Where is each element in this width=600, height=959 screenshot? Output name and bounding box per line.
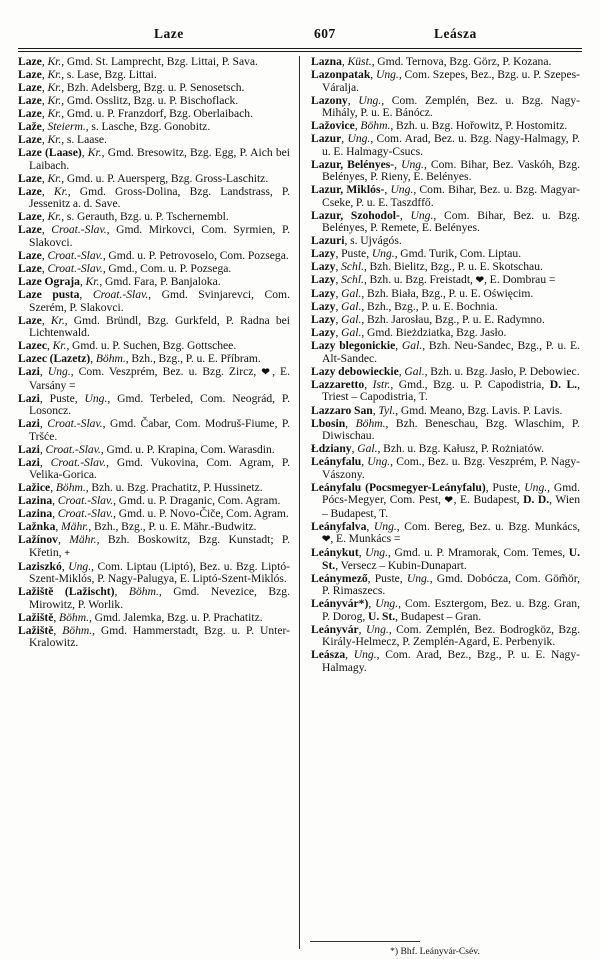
dictionary-entry: Laze (Laase), Kr., Gmd. Bresowitz, Bzg. Egg, P. Aich bei Laibach.	[18, 146, 290, 172]
header-left-word: Laze	[154, 26, 184, 41]
dictionary-entry: Lazec (Lazetz), Böhm., Bzh., Bzg., P. u. E. Příbram.	[18, 352, 261, 366]
dictionary-entry: Laze, Croat.-Slav., Gmd., Com. u. P. Pozsega.	[18, 261, 232, 275]
dictionary-entry: Lažiště, Böhm., Gmd. Hammerstadt, Bzg. u. P. Unter-Kralowitz.	[18, 623, 290, 650]
dictionary-entry: Lazy, Schl., Bzh. Bielitz, Bzg., P. u. E. Skotschau.	[311, 260, 543, 274]
dictionary-entry: Lazi, Croat.-Slav., Gmd. Vukovina, Com. Agram, P. Velika-Gorica.	[18, 455, 290, 482]
dictionary-entry: Lažiště (Lažischt), Böhm., Gmd. Nevezice, Bzg. Mirowitz, P. Worlik.	[18, 585, 290, 611]
dictionary-entry: Laže, Steierm., s. Lasche, Bzg. Gonobitz.	[18, 120, 211, 134]
dictionary-entry: Laze, Kr., Gmd. Bründl, Bzg. Gurkfeld, P. Radna bei Lichtenwald.	[18, 313, 290, 340]
header-rule-thick	[18, 48, 582, 49]
dictionary-entry: Leánykut, Ung., Gmd. u. P. Mramorak, Com. Temes, U. St., Versecz – Kubin-Dunapart.	[311, 546, 580, 572]
dictionary-entry: Leányvár*), Ung., Com. Esztergom, Bez. u. Bzg. Gran, P. Dorog, U. St., Budapest – Gran.	[311, 597, 580, 623]
dictionary-entry: Lažínov, Mähr., Bzh. Boskowitz, Bzg. Kunstadt; P. Křetin, +	[18, 533, 290, 559]
footnote: *) Bhf. Leányvár-Csév.	[390, 946, 480, 957]
dictionary-entry: Laze pusta, Croat.-Slav., Gmd. Svinjarevci, Com. Szerém, P. Slakovci.	[18, 288, 290, 314]
dictionary-entry: Laze, Kr., s. Laase.	[18, 133, 107, 147]
dictionary-entry: Laze, Kr., s. Lase, Bzg. Littai.	[18, 68, 157, 82]
dictionary-entry: Laze, Kr., Gmd. Gross-Dolina, Bzg. Landstrass, P. Jessenitz a. d. Save.	[18, 184, 290, 211]
dictionary-entry: Lazur, Ung., Com. Arad, Bez. u. Bzg. Nagy-Halmagy, P. u. E. Halmagy-Csucs.	[311, 132, 580, 158]
dictionary-entry: Lazonpatak, Ung., Com. Szepes, Bez., Bzg. u. P. Szepes-Váralja.	[311, 68, 580, 94]
dictionary-entry: Lazzaro San, Tyl., Gmd. Meano, Bzg. Lavis. P. Lavis.	[311, 403, 563, 417]
header-rule-thin	[18, 51, 582, 52]
dictionary-entry: Lazy, Puste, Ung., Gmd. Turik, Com. Liptau.	[311, 247, 522, 261]
dictionary-entry: Lazy, Gal., Gmd. Bieżdziatka, Bzg. Jasło.	[311, 326, 507, 340]
dictionary-entry: Lažiště, Böhm., Gmd. Jalemka, Bzg. u. P. Prachatitz.	[18, 610, 263, 624]
dictionary-entry: Laze, Kr., s. Gerauth, Bzg. u. P. Tschernembl.	[18, 210, 229, 224]
dictionary-entry: Lazy, Gal., Bzh. Biała, Bzg., P. u. E. Oświęcim.	[311, 287, 534, 301]
dictionary-entry: Lazy, Gal., Bzh. Jarosłau, Bzg., P. u. E. Radymno.	[311, 313, 545, 327]
footnote-rule	[310, 941, 420, 942]
dictionary-entry: Leányfalva, Ung., Com. Bereg, Bez. u. Bzg. Munkács, ❤, E. Munkács =	[311, 519, 580, 546]
dictionary-entry: Lbosin, Böhm., Bzh. Beneschau, Bzg. Wlaschim, P. Diwischau.	[311, 416, 580, 443]
dictionary-entry: Lazzaretto, Istr., Gmd., Bzg. u. P. Capodistria, D. L., Triest – Capodistria, T.	[311, 378, 580, 404]
dictionary-entry: Lazy, Gal., Bzh., Bzg., P. u. E. Bochnia.	[311, 300, 498, 314]
dictionary-entry: Laze, Kr., Bzh. Adelsberg, Bzg. u. P. Senosetsch.	[18, 81, 245, 95]
dictionary-entry: Lazi, Ung., Com. Veszprém, Bez. u. Bzg. Zircz, ❤, E. Varsány =	[18, 365, 291, 392]
dictionary-entry: Leásza, Ung., Com. Arad, Bez., Bzg., P. u. E. Nagy-Halmagy.	[311, 648, 580, 674]
dictionary-entry: Leányvár, Ung., Com. Zemplén, Bez. Bodrogköz, Bzg. Király-Helmecz, P. Zemplén-Agard, E. Perbenyik.	[311, 622, 580, 649]
dictionary-entry: Lazony, Ung., Com. Zemplén, Bez. u. Bzg. Nagy-Mihály, P. u. E. Bánócz.	[311, 93, 580, 119]
dictionary-entry: Lazina, Croat.-Slav., Gmd. u. P. Draganic, Com. Agram.	[18, 494, 281, 508]
text-columns	[18, 56, 582, 949]
dictionary-entry: Lazi, Puste, Ung., Gmd. Terbeled, Com. Neográd, P. Losoncz.	[18, 391, 290, 418]
dictionary-entry: Lazy blegonickie, Gal., Bzh. Neu-Sandec, Bzg., P. u. E. Alt-Sandec.	[311, 339, 580, 365]
dictionary-entry: Leánymező, Puste, Ung., Gmd. Dobócza, Com. Göm̃ör, P. Rimaszecs.	[311, 571, 580, 598]
left-column	[18, 56, 299, 949]
dictionary-entry: Leányfalu (Pocsmegyer-Leányfalu), Puste, Ung., Gmd. Pócs-Megyer, Com. Pest, ❤, E. Budapest, D. D., Wien – Budapest, T.	[311, 480, 580, 520]
dictionary-entry: Lazec, Kr., Gmd. u. P. Suchen, Bzg. Gottschee.	[18, 339, 237, 353]
dictionary-entry: Lazi, Croat.-Slav., Gmd. Čabar, Com. Modruš-Fiume, P. Tršće.	[18, 417, 290, 443]
page-number: 607	[314, 26, 336, 41]
dictionary-entry: Lažovice, Böhm., Bzh. u. Bzg. Hořowitz, P. Hostomitz.	[311, 119, 568, 133]
dictionary-entry: Laze Ograja, Kr., Gmd. Fara, P. Banjaloka.	[18, 275, 221, 289]
dictionary-entry: Leányfalu, Ung., Com., Bez. u. Bzg. Veszprém, P. Nagy-Vászony.	[311, 455, 580, 481]
right-column	[299, 56, 580, 949]
page-header	[24, 26, 576, 44]
dictionary-entry: Laze, Croat.-Slav., Gmd. u. P. Petrovoselo, Com. Pozsega.	[18, 248, 289, 262]
dictionary-entry: Laze, Kr., Gmd. St. Lamprecht, Bzg. Littai, P. Sava.	[18, 55, 258, 68]
dictionary-entry: Lazur, Belényes-, Ung., Com. Bihar, Bez. Vaskóh, Bzg. Belényes, P. Rieny, E. Belényes.	[311, 157, 580, 184]
dictionary-entry: Lažice, Böhm., Bzh. u. Bzg. Prachatitz, P. Hussinetz.	[18, 481, 263, 495]
dictionary-entry: Laze, Kr., Gmd. Osslitz, Bzg. u. P. Bischoflack.	[18, 94, 239, 108]
dictionary-entry: Lazur, Miklós-, Ung., Com. Bihar, Bez. u. Bzg. Magyar-Cseke, P. u. E. Taszdffő.	[311, 183, 580, 209]
dictionary-entry: Lažnka, Mähr., Bzh., Bzg., P. u. E. Mähr.-Budwitz.	[18, 520, 257, 534]
dictionary-entry: Laze, Kr., Gmd. u. P. Franzdorf, Bzg. Oberlaibach.	[18, 107, 253, 121]
dictionary-entry: Lazuri, s. Ujvágós.	[311, 234, 402, 248]
dictionary-entry: Lazina, Croat.-Slav., Gmd. u. P. Novo-Čiče, Com. Agram.	[18, 507, 289, 521]
dictionary-entry: Lazi, Croat.-Slav., Gmd. u. P. Krapina, Com. Warasdin.	[18, 442, 275, 456]
dictionary-entry: Lazy debowieckie, Gal., Bzh. u. Bzg. Jasło, P. Debowiec.	[311, 364, 580, 378]
dictionary-entry: Lazur, Szohodol-, Ung., Com. Bihar, Bez. u. Bzg. Belényes, P. Remete, E. Belényes.	[311, 208, 580, 235]
dictionary-entry: Laziszkó, Ung., Com. Liptau (Liptó), Bez. u. Bzg. Liptó-Szent-Miklós, P. Nagy-Palugya, E. Liptó-Szent-Miklós.	[18, 559, 290, 586]
dictionary-entry: Łdziany, Gal., Bzh. u. Bzg. Kałusz, P. Rożniatów.	[311, 442, 544, 456]
dictionary-entry: Lazy, Schl., Bzh. u. Bzg. Freistadt, ❤, E. Dombrau =	[311, 273, 556, 287]
dictionary-entry: Lazna, Küst., Gmd. Ternova, Bzg. Görz, P. Kozana.	[311, 55, 552, 68]
dictionary-entry: Laze, Croat.-Slav., Gmd. Mirkovci, Com. Syrmien, P. Slakovci.	[18, 223, 290, 249]
header-right-word: Leásza	[434, 26, 477, 41]
dictionary-entry: Laze, Kr., Gmd. u. P. Auersperg, Bzg. Gross-Laschitz.	[18, 171, 269, 185]
